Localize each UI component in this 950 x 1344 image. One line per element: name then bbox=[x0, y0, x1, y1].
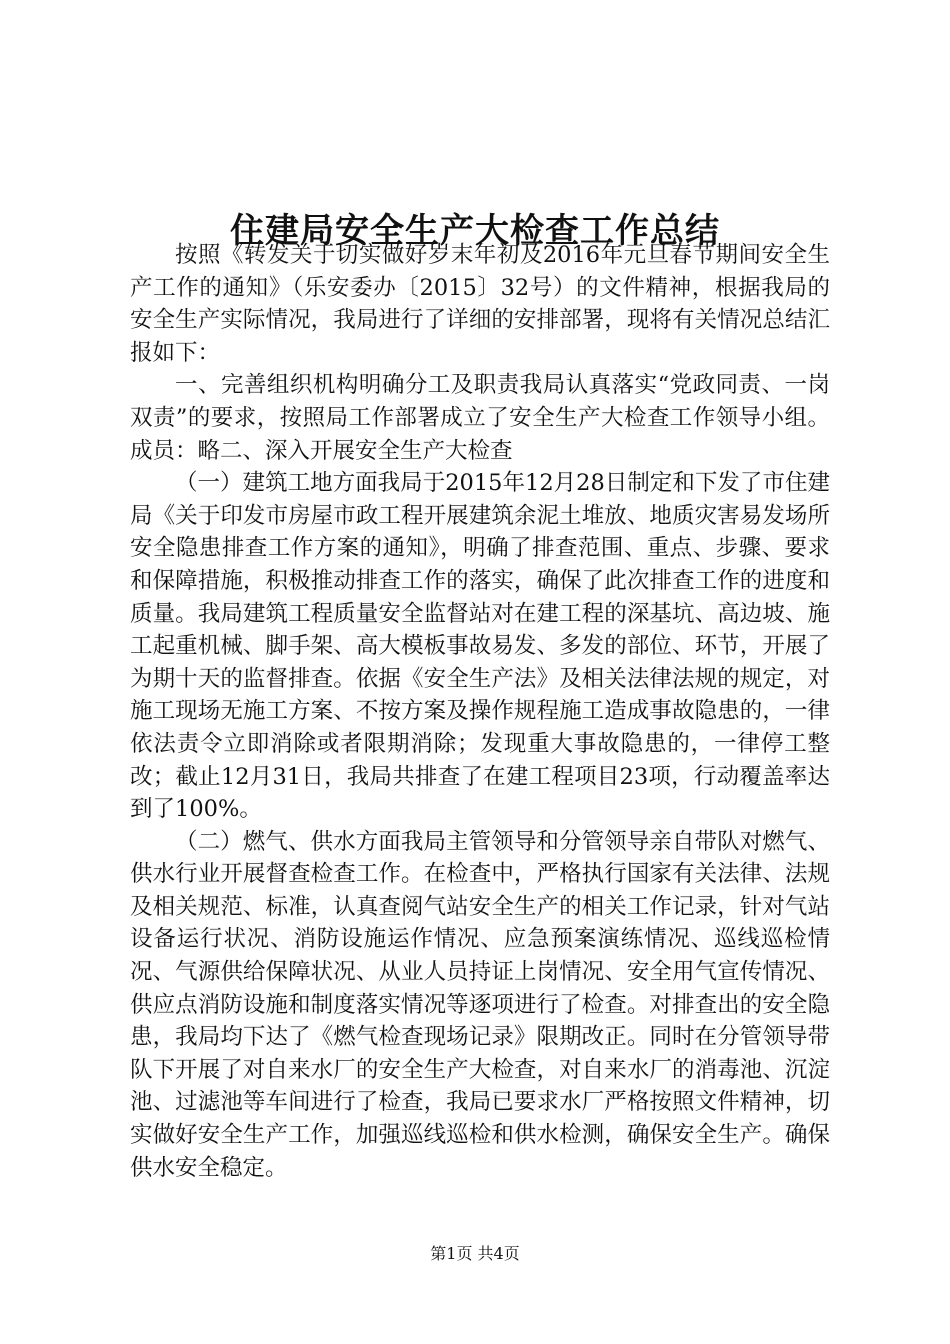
page-number-footer: 第1页 共4页 bbox=[430, 1244, 520, 1263]
document-title: 住建局安全生产大检查工作总结 bbox=[230, 210, 720, 251]
document-body bbox=[130, 239, 830, 1184]
paragraph-section-one: 一、完善组织机构明确分工及职责我局认真落实“党政同责、一岗双责”的要求，按照局工作部署成立了安全生产大检查工作领导小组。成员：略二、深入开展安全生产大检查 bbox=[130, 372, 830, 464]
paragraph-gas-water-supply: （二）燃气、供水方面我局主管领导和分管领导亲自带队对燃气、供水行业开展督查检查工作。在检查中，严格执行国家有关法律、法规及相关规范、标准，认真查阅气站安全生产的相关工作记录，针对气站设备运行状况、消防设施运作情况、应急预案演练情况、巡线巡检情况、气源供给保障状况、从业人员持证上岗情况、安全用气宣传情况、供应点消防设施和制度落实情况等逐项进行了检查。对排查出的安全隐患，我局均下达了《燃气检查现场记录》限期改正。同时在分管领导带队下开展了对自来水厂的安全生产大检查，对自来水厂的消毒池、沉淀池、过滤池等车间进行了检查，我局已要求水厂严格按照文件精神，切实做好安全生产工作，加强巡线巡检和供水检测，确保安全生产。确保供水安全稳定。 bbox=[130, 828, 830, 1181]
paragraph-construction-sites: （一）建筑工地方面我局于2015年12月28日制定和下发了市住建局《关于印发市房屋市政工程开展建筑余泥土堆放、地质灾害易发场所安全隐患排查工作方案的通知》，明确了排查范围、重点、步骤、要求和保障措施，积极推动排查工作的落实，确保了此次排查工作的进度和质量。我局建筑工程质量安全监督站对在建工程的深基坑、高边坡、施工起重机械、脚手架、高大模板事故易发、多发的部位、环节，开展了为期十天的监督排查。依据《安全生产法》及相关法律法规的规定，对施工现场无施工方案、不按方案及操作规程施工造成事故隐患的，一律依法责令立即消除或者限期消除；发现重大事故隐患的，一律停工整改；截止12月31日，我局共排查了在建工程项目23项，行动覆盖率达到了100%。 bbox=[130, 470, 830, 823]
paragraph-intro: 按照《转发关于切实做好岁末年初及2016年元旦春节期间安全生产工作的通知》（乐安委办〔2015〕32号）的文件精神，根据我局的安全生产实际情况，我局进行了详细的安排部署，现将有关情况总结汇报如下： bbox=[130, 242, 830, 366]
